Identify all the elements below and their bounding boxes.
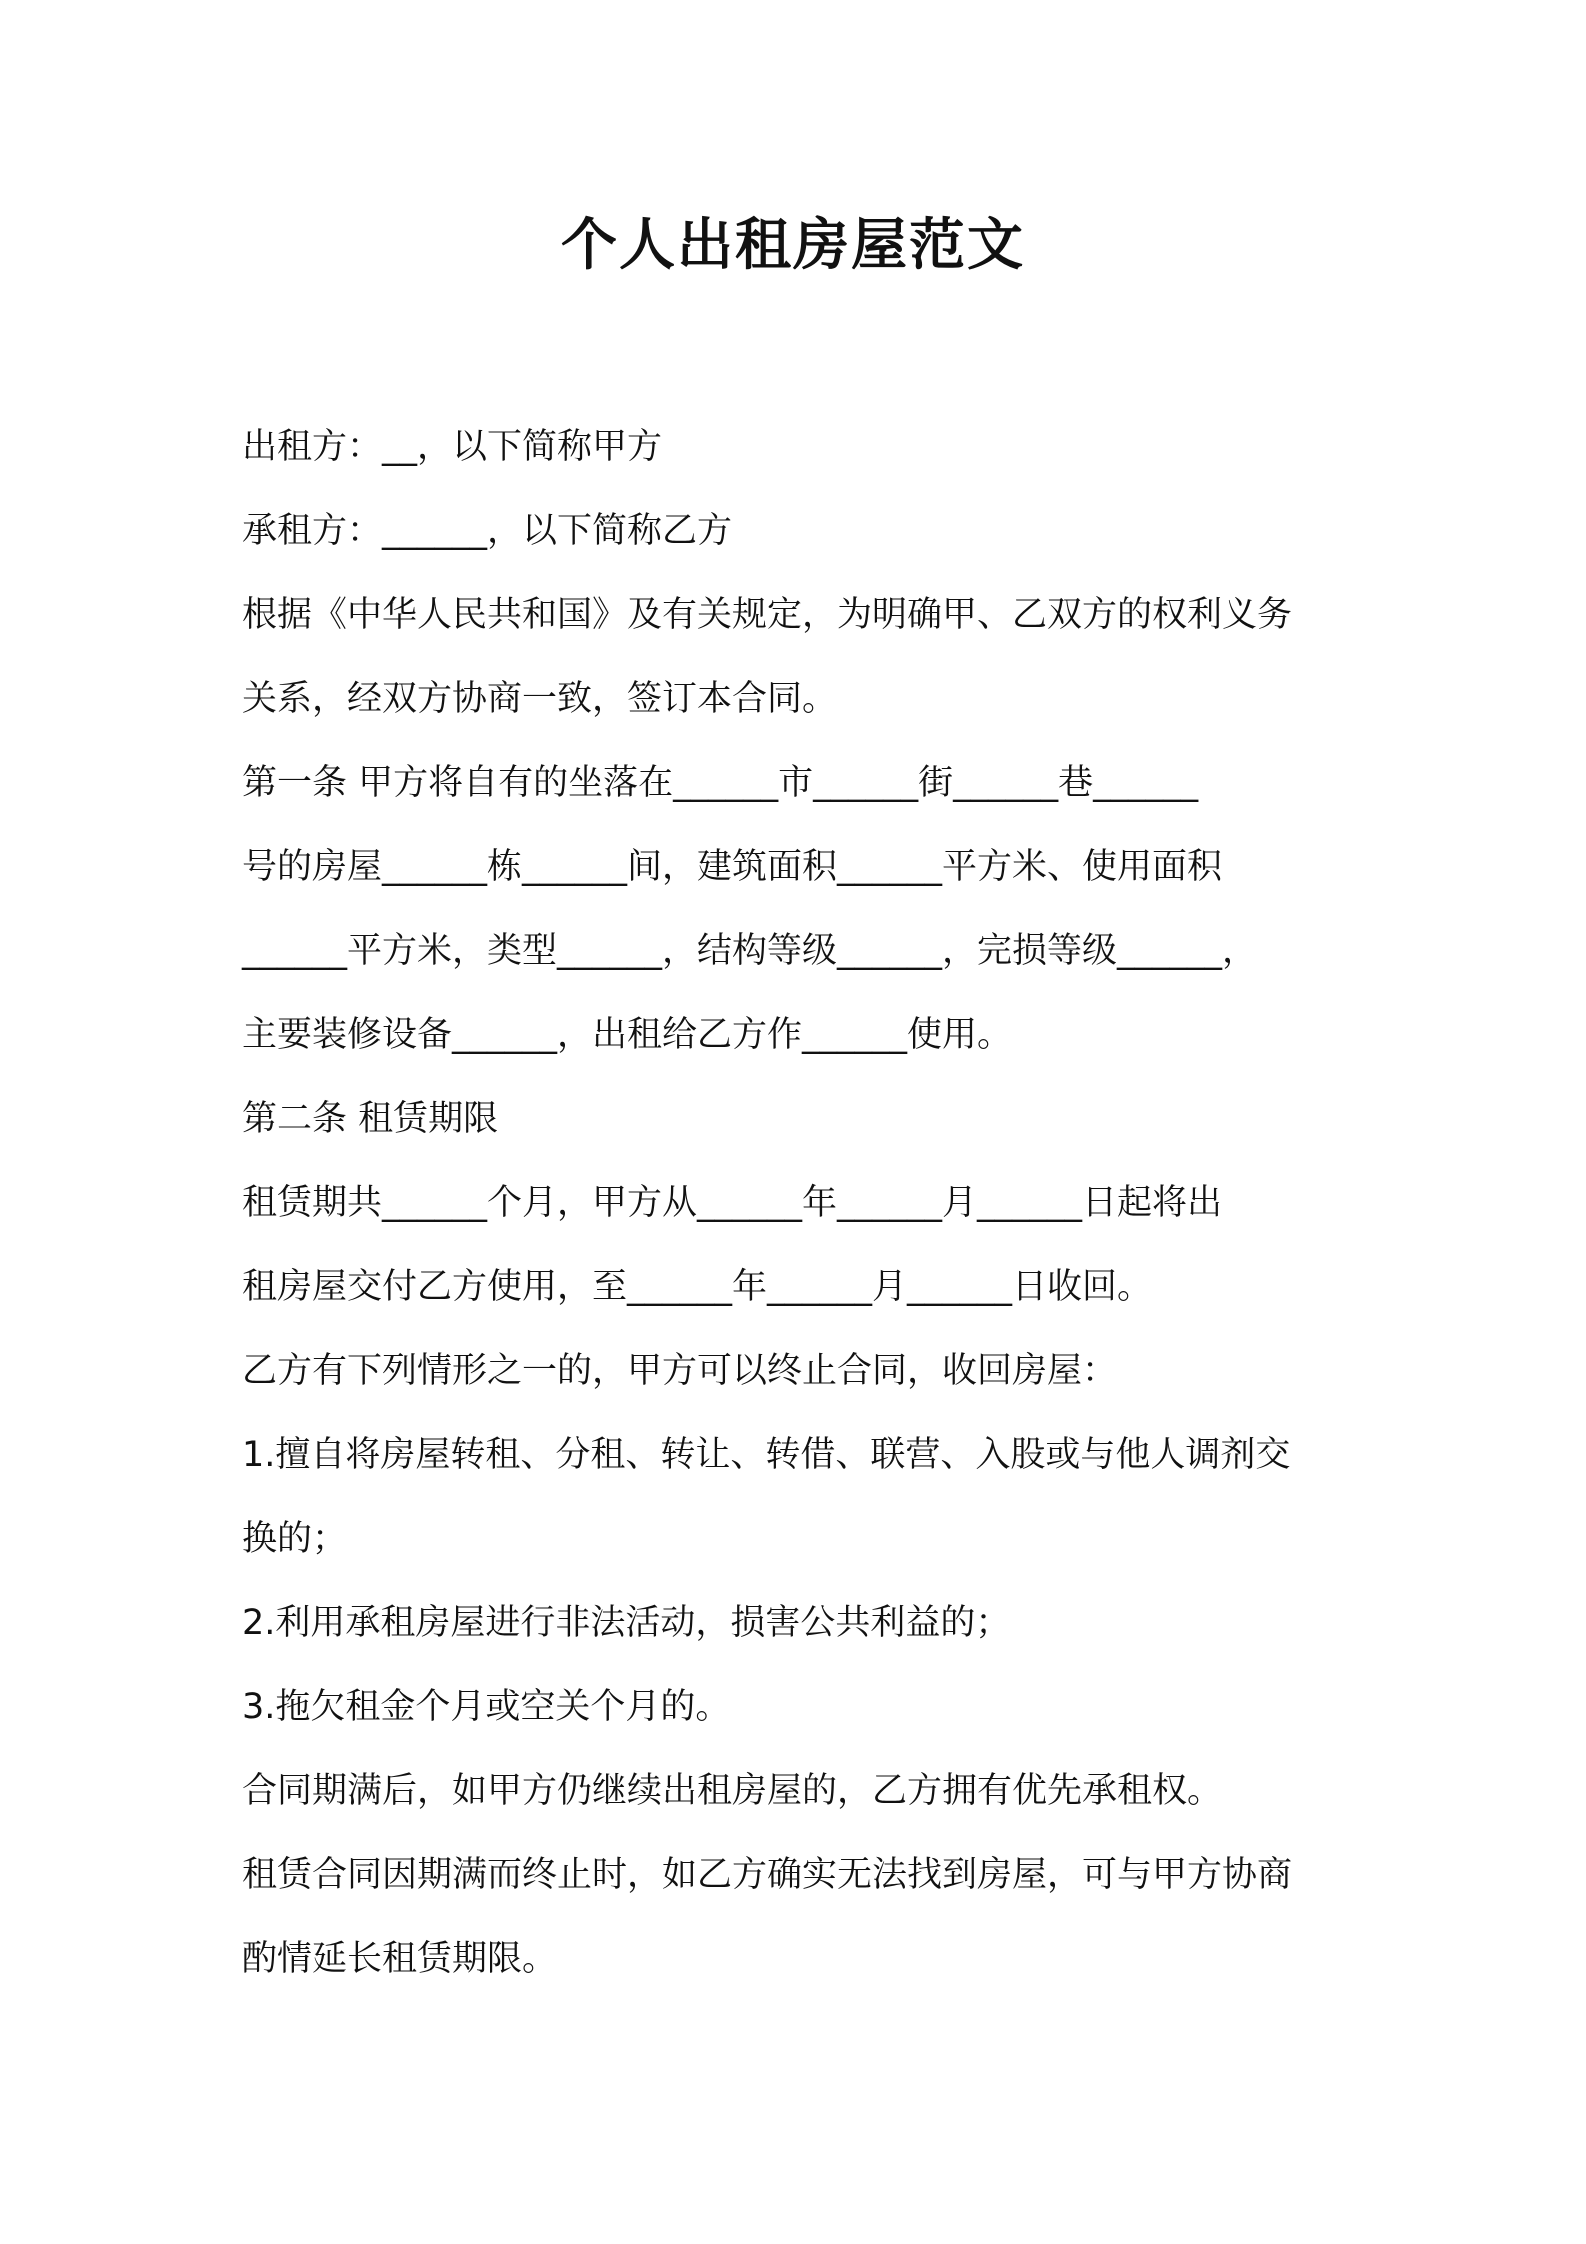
- text-line: 承租方：______，以下简称乙方: [242, 511, 733, 551]
- text-line: 第一条 甲方将自有的坐落在______市______街______巷______: [242, 763, 1199, 803]
- document-title: 个人出租房屋范文: [561, 213, 1025, 278]
- document-body: [242, 405, 1382, 2001]
- text-line: 1.擅自将房屋转租、分租、转让、转借、联营、入股或与他人调剂交: [242, 1435, 1291, 1475]
- text-line: ______平方米，类型______，结构等级______，完损等级______，: [242, 931, 1258, 971]
- text-line: 2.利用承租房屋进行非法活动，损害公共利益的；: [242, 1603, 1011, 1643]
- text-line: 主要装修设备______，出租给乙方作______使用。: [242, 1015, 1013, 1055]
- text-line: 乙方有下列情形之一的，甲方可以终止合同，收回房屋：: [242, 1351, 1118, 1391]
- text-line: 酌情延长租赁期限。: [242, 1939, 558, 1979]
- text-line: 根据《中华人民共和国》及有关规定，为明确甲、乙双方的权利义务: [242, 595, 1293, 635]
- text-line: 换的；: [242, 1519, 348, 1559]
- text-line: 租赁合同因期满而终止时，如乙方确实无法找到房屋，可与甲方协商: [242, 1855, 1293, 1895]
- text-line: 租赁期共______个月，甲方从______年______月______日起将出: [242, 1183, 1223, 1223]
- text-line: 3.拖欠租金个月或空关个月的。: [242, 1687, 731, 1727]
- text-line: 合同期满后，如甲方仍继续出租房屋的，乙方拥有优先承租权。: [242, 1771, 1223, 1811]
- text-line: 第二条 租赁期限: [242, 1099, 499, 1139]
- text-line: 出租方：__，以下简称甲方: [242, 427, 663, 467]
- text-line: 租房屋交付乙方使用，至______年______月______日收回。: [242, 1267, 1153, 1307]
- text-line: 关系，经双方协商一致，签订本合同。: [242, 679, 838, 719]
- text-line: 号的房屋______栋______间，建筑面积______平方米、使用面积: [242, 847, 1223, 887]
